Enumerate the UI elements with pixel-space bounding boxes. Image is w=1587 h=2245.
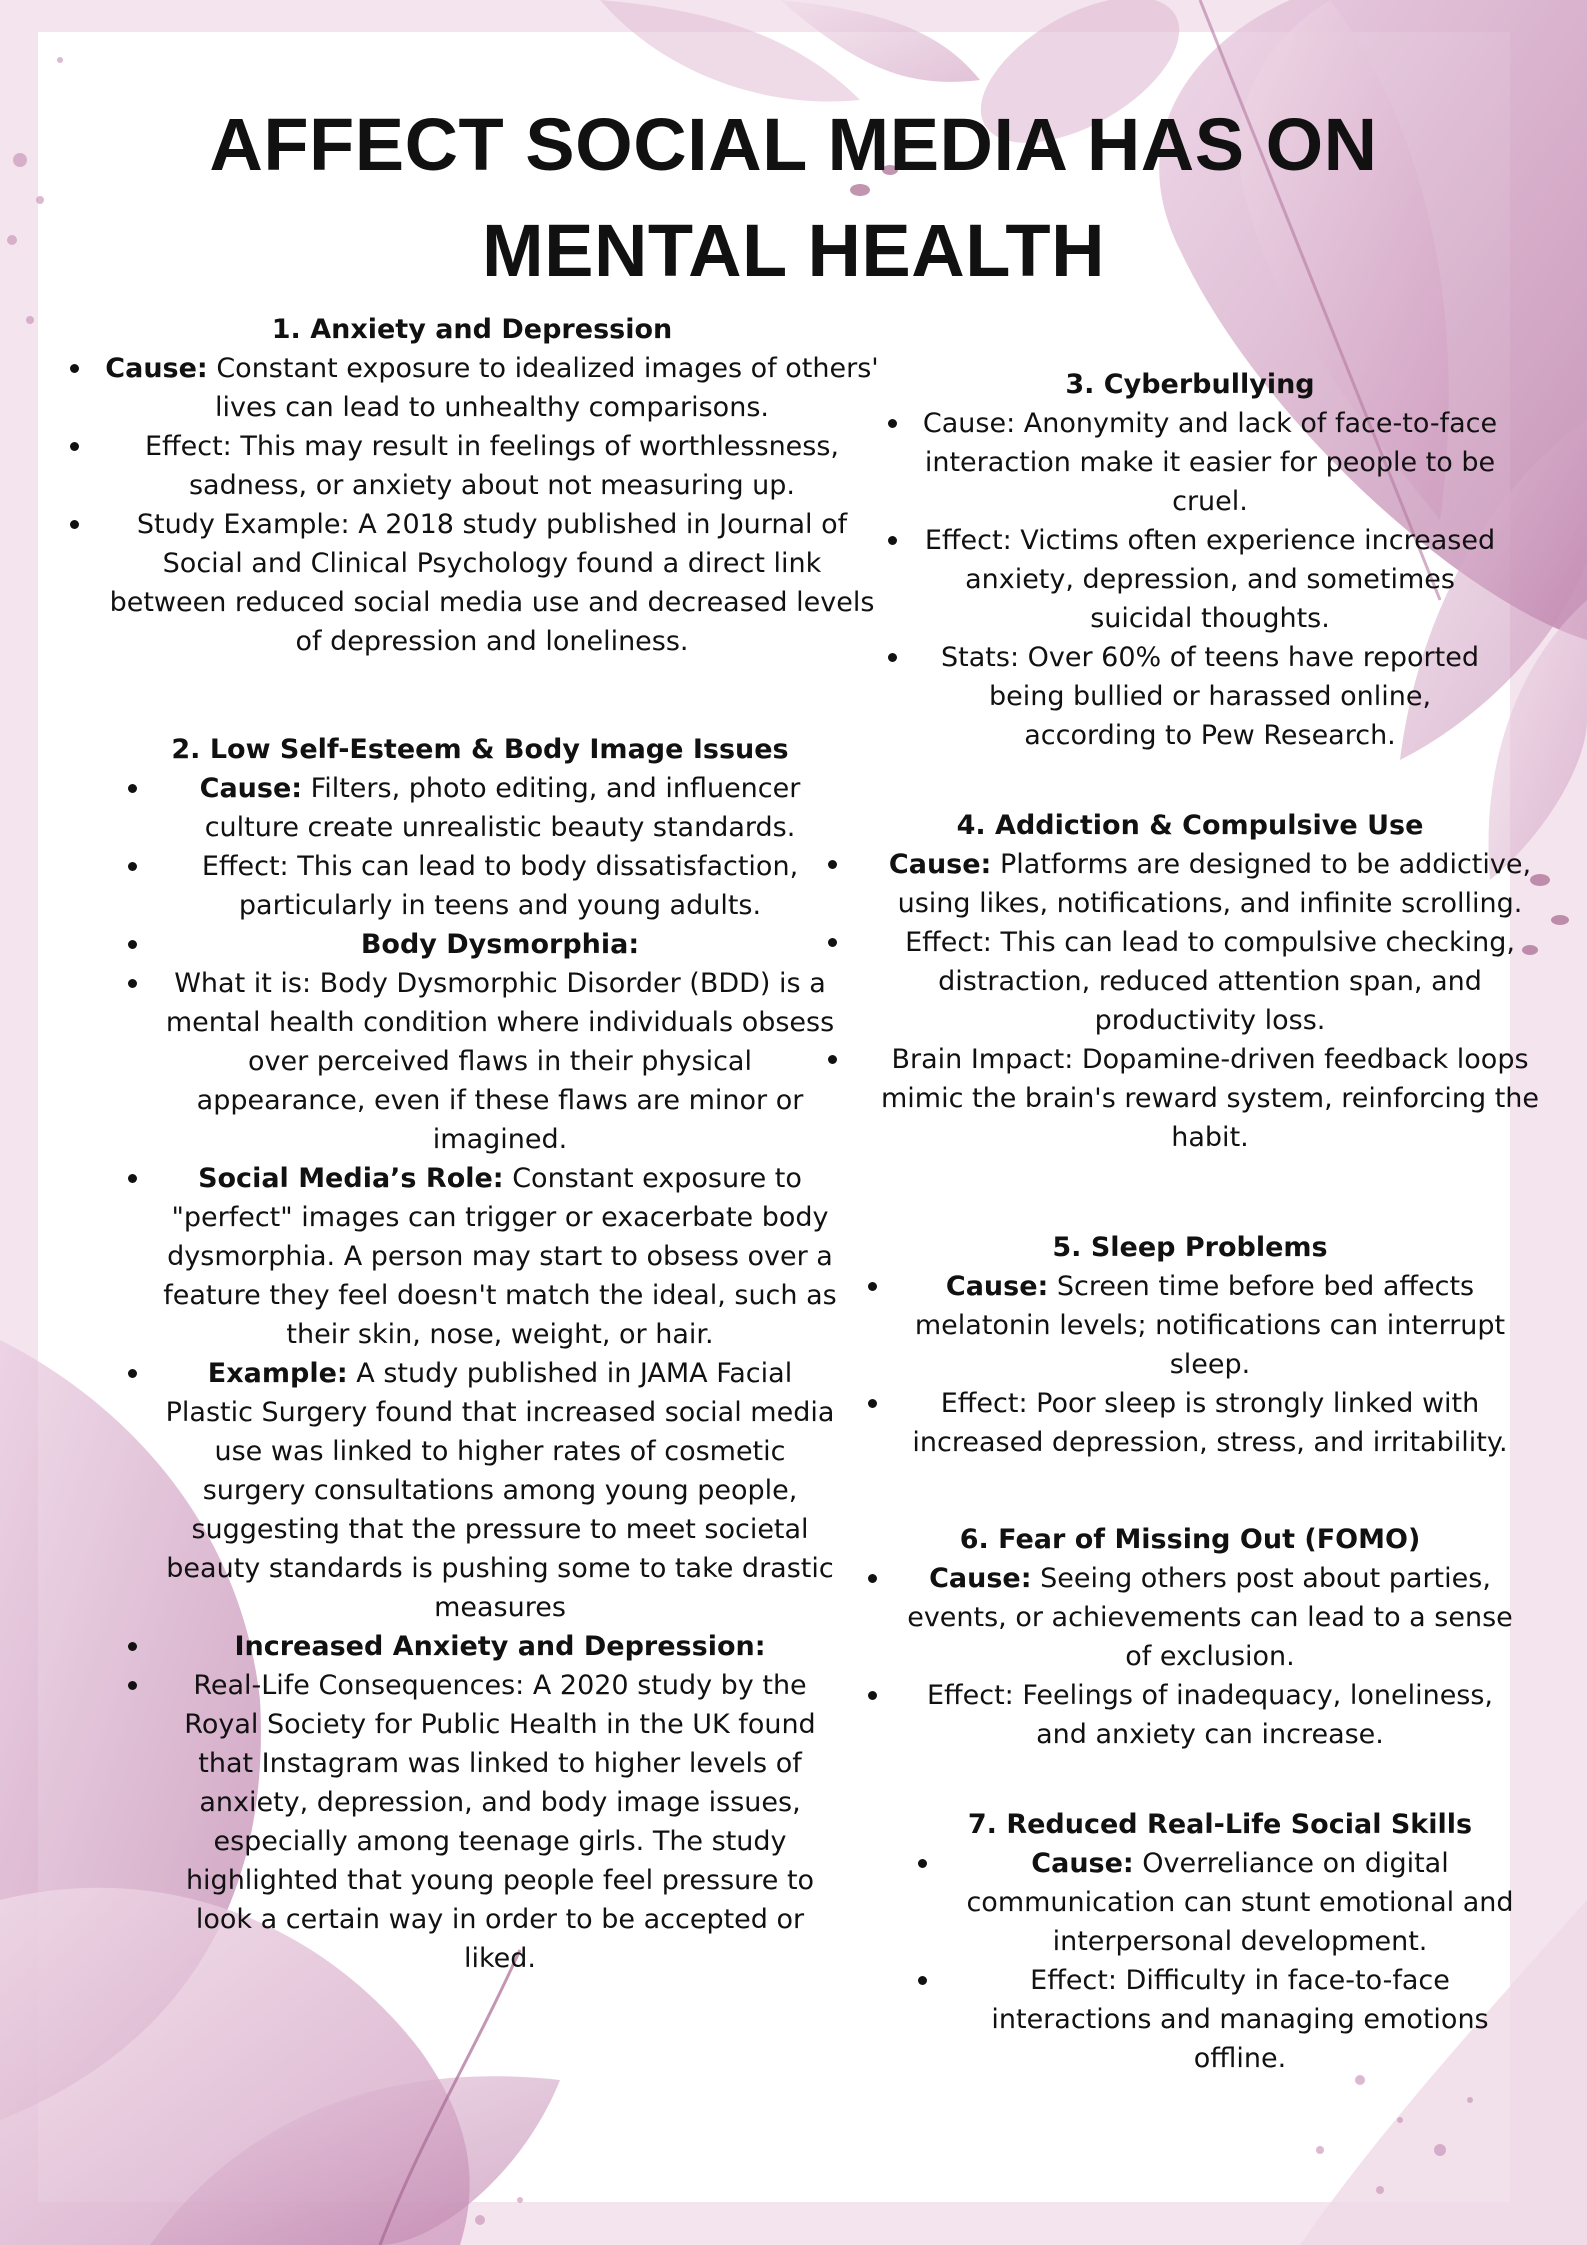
item-text: Effect: Poor sleep is strongly linked with increased depression, stress, and irritability. bbox=[912, 1388, 1508, 1458]
bullet-list bbox=[860, 1267, 1520, 1462]
list-item bbox=[820, 845, 1560, 923]
section-heading: 3. Cyberbullying bbox=[1065, 369, 1315, 400]
item-label: Cause: bbox=[945, 1271, 1049, 1302]
item-text: A study published in JAMA Facial Plastic Surgery found that increased social media use was linked to higher rates of cosmetic surgery consultations among young people, suggesting that the pressure to meet societal beauty standards is pushing some to take drastic measures bbox=[165, 1358, 835, 1623]
list-item bbox=[120, 1666, 840, 1978]
section-2 bbox=[120, 730, 840, 1978]
list-item bbox=[880, 638, 1500, 755]
list-item bbox=[62, 505, 882, 661]
section-5 bbox=[860, 1228, 1520, 1462]
item-text: Platforms are designed to be addictive, using likes, notifications, and infinite scrolling. bbox=[897, 849, 1532, 919]
list-item bbox=[880, 521, 1500, 638]
list-item bbox=[120, 847, 840, 925]
section-heading: 5. Sleep Problems bbox=[1052, 1232, 1328, 1263]
list-item bbox=[860, 1676, 1520, 1754]
page-title: AFFECT SOCIAL MEDIA HAS ON MENTAL HEALTH bbox=[209, 103, 1378, 292]
item-text: Constant exposure to idealized images of others' lives can lead to unhealthy comparisons. bbox=[207, 353, 879, 423]
item-text: Overreliance on digital communication can stunt emotional and interpersonal development. bbox=[966, 1848, 1514, 1957]
list-item bbox=[820, 923, 1560, 1040]
section-6 bbox=[860, 1520, 1520, 1754]
list-item bbox=[120, 925, 840, 964]
item-label: Cause: bbox=[1031, 1848, 1134, 1879]
section-heading: 7. Reduced Real-Life Social Skills bbox=[967, 1809, 1473, 1840]
section-7 bbox=[910, 1805, 1530, 2078]
item-text: Real-Life Consequences: A 2020 study by the Royal Society for Public Health in the UK found that Instagram was linked to higher levels of anxiety, depression, and body image issues, especially among teenage girls. The study highlighted that young people feel pressure to look a certain way in order to be accepted or liked. bbox=[184, 1670, 816, 1974]
section-3 bbox=[880, 365, 1500, 755]
list-item bbox=[120, 1159, 840, 1354]
item-text: Cause: Anonymity and lack of face-to-face interaction make it easier for people to be cruel. bbox=[922, 408, 1498, 517]
section-4 bbox=[820, 806, 1560, 1157]
item-label: Example: bbox=[207, 1358, 348, 1389]
list-item bbox=[120, 769, 840, 847]
section-heading: 2. Low Self-Esteem & Body Image Issues bbox=[171, 734, 789, 765]
item-text: What it is: Body Dysmorphic Disorder (BDD) is a mental health condition where individuals obsess over perceived flaws in their physical appearance, even if these flaws are minor or imagined. bbox=[165, 968, 835, 1155]
list-item bbox=[62, 427, 882, 505]
bullet-list bbox=[880, 404, 1500, 755]
list-item bbox=[62, 349, 882, 427]
item-text: Seeing others post about parties, events, or achievements can lead to a sense of exclusion. bbox=[907, 1563, 1513, 1672]
list-item bbox=[860, 1267, 1520, 1384]
item-label: Cause: bbox=[105, 353, 208, 384]
item-text: Constant exposure to "perfect" images can trigger or exacerbate body dysmorphia. A person may start to obsess over a feature they feel doesn't match the ideal, such as their skin, nose, weight, or hair. bbox=[163, 1163, 837, 1350]
item-text: Effect: This can lead to compulsive checking, distraction, reduced attention span, and productivity loss. bbox=[905, 927, 1515, 1036]
list-item bbox=[860, 1559, 1520, 1676]
list-item bbox=[120, 1354, 840, 1627]
item-label: Cause: bbox=[929, 1563, 1032, 1594]
item-label: Social Media’s Role: bbox=[198, 1163, 504, 1194]
item-text: Stats: Over 60% of teens have reported being bullied or harassed online, according to Pew Research. bbox=[941, 642, 1479, 751]
item-label: Cause: bbox=[199, 773, 303, 804]
list-item bbox=[910, 1844, 1530, 1961]
item-text: Brain Impact: Dopamine-driven feedback loops mimic the brain's reward system, reinforcing the habit. bbox=[880, 1044, 1540, 1153]
section-1 bbox=[62, 310, 882, 661]
section-heading: 1. Anxiety and Depression bbox=[271, 314, 673, 345]
bullet-list bbox=[910, 1844, 1530, 2078]
item-text: Effect: This may result in feelings of worthlessness, sadness, or anxiety about not measuring up. bbox=[144, 431, 840, 501]
list-item bbox=[820, 1040, 1560, 1157]
section-heading: 4. Addiction & Compulsive Use bbox=[956, 810, 1424, 841]
bullet-list bbox=[62, 349, 882, 661]
item-label: Increased Anxiety and Depression: bbox=[234, 1631, 766, 1662]
item-text: Effect: Victims often experience increased anxiety, depression, and sometimes suicidal thoughts. bbox=[924, 525, 1496, 634]
item-label: Body Dysmorphia: bbox=[360, 929, 640, 960]
item-text: Filters, photo editing, and influencer culture create unrealistic beauty standards. bbox=[204, 773, 801, 843]
bullet-list bbox=[120, 769, 840, 1978]
section-heading: 6. Fear of Missing Out (FOMO) bbox=[959, 1524, 1421, 1555]
item-text: Effect: Feelings of inadequacy, loneliness, and anxiety can increase. bbox=[926, 1680, 1494, 1750]
list-item bbox=[120, 1627, 840, 1666]
list-item bbox=[120, 964, 840, 1159]
item-text: Effect: This can lead to body dissatisfaction, particularly in teens and young adults. bbox=[201, 851, 799, 921]
item-text: Screen time before bed affects melatonin levels; notifications can interrupt sleep. bbox=[914, 1271, 1506, 1380]
item-text: Study Example: A 2018 study published in Journal of Social and Clinical Psychology found a direct link between reduced social media use and decreased levels of depression and loneliness. bbox=[109, 509, 875, 657]
list-item bbox=[860, 1384, 1520, 1462]
item-label: Cause: bbox=[888, 849, 992, 880]
list-item bbox=[910, 1961, 1530, 2078]
bullet-list bbox=[860, 1559, 1520, 1754]
bullet-list bbox=[820, 845, 1560, 1157]
list-item bbox=[880, 404, 1500, 521]
item-text: Effect: Difficulty in face-to-face interactions and managing emotions offline. bbox=[991, 1965, 1489, 2074]
